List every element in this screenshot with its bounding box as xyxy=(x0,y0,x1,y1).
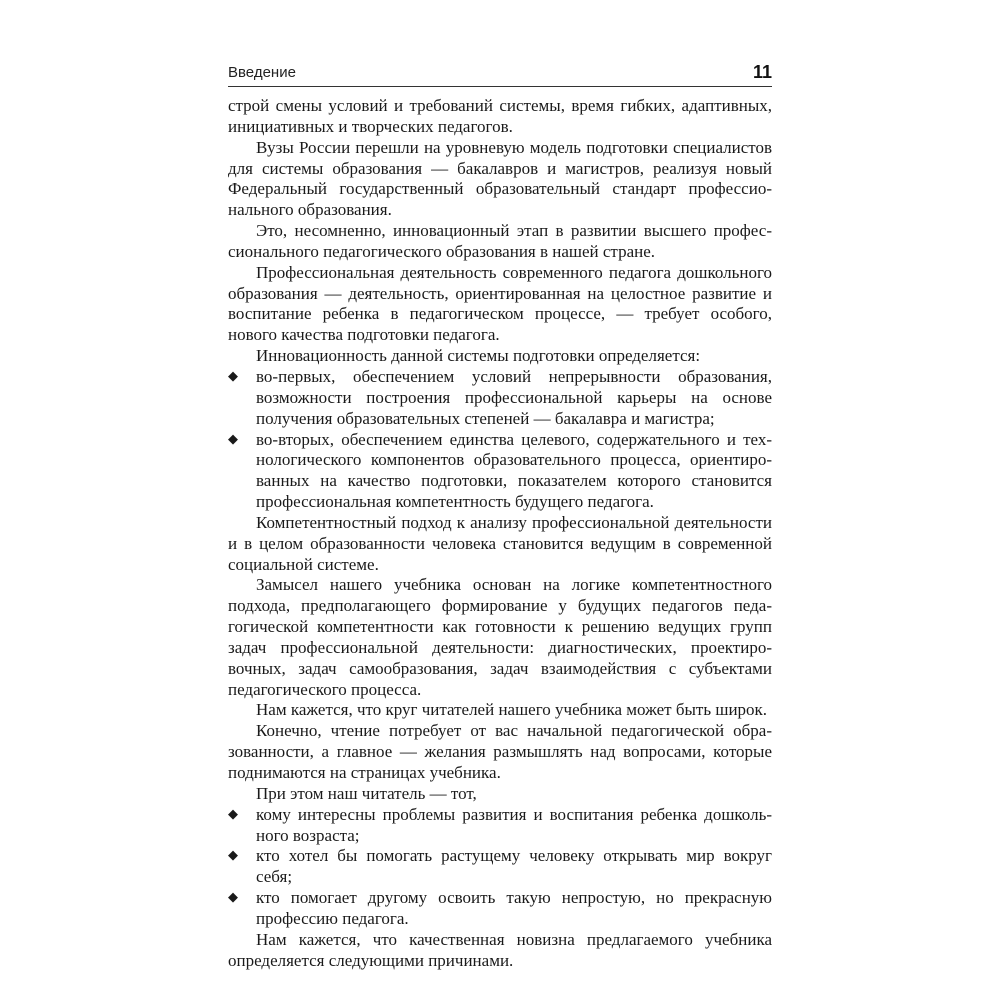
list-item xyxy=(228,846,772,888)
paragraph: Это, несомненно, инновационный этап в развитии высшего профессионального педагогического образования в нашей стране. xyxy=(228,221,772,261)
bullet-list xyxy=(228,805,772,930)
paragraph: Компетентностный подход к анализу профессиональной деятельности и в целом образованности человека становится ведущим в современной социальной системе. xyxy=(228,512,772,574)
paragraph: Нам кажется, что качественная новизна предлагаемого учебника определяется следующими причинами. xyxy=(228,929,772,970)
paragraph: Вузы России перешли на уровневую модель подготовки специалистов для системы образования — бакалавров и магистров, реализуя новый Федеральный государственный образовательный стандарт профессионального образования. xyxy=(228,137,772,220)
paragraph: строй смены условий и требований системы, время гибких, адаптивных, инициативных и творческих педагогов. xyxy=(228,96,772,136)
page-body xyxy=(228,96,772,971)
diamond-bullet-icon: ◆ xyxy=(228,848,238,864)
paragraph: Инновационность данной системы подготовки определяется: xyxy=(256,346,701,366)
paragraph: При этом наш читатель — тот, xyxy=(256,783,477,803)
paragraph: Нам кажется, что круг читателей нашего учебника может быть широк. xyxy=(256,700,768,720)
list-item xyxy=(228,367,772,430)
list-item xyxy=(228,888,772,930)
bullet-list xyxy=(228,367,772,513)
diamond-bullet-icon: ◆ xyxy=(228,806,238,822)
paragraph: Замысел нашего учебника основан на логике компетентностного подхода, предполагающего формирование у будущих педагогов педагогической компетентности как готовности к решению ведущих групп задач профессиональной деятельности: диагностических, проектировочных, задач самообразования, задач взаимодействия с субъектами педагогического процесса. xyxy=(228,575,772,699)
running-header-title: Введение xyxy=(228,64,296,81)
list-item-text: во-вторых, обеспечением единства целевого, содержательного и технологического компонентов образовательного процесса, ориентированных на качество подготовки, показателем которого становится профессиональная компетентность будущего педагога. xyxy=(256,429,772,512)
header-rule xyxy=(228,86,772,87)
diamond-bullet-icon: ◆ xyxy=(228,368,238,384)
list-item-text: во-первых, обеспечением условий непрерывности образования, возможности построения профессиональной карьеры на основе получения образовательных степеней — бакалавра и магистра; xyxy=(256,366,772,428)
paragraph: Конечно, чтение потребует от вас начальной педагогической образованности, а главное — желания размышлять над вопросами, которые поднимаются на страницах учебника. xyxy=(228,721,772,782)
diamond-bullet-icon: ◆ xyxy=(228,890,238,906)
list-item-text: кто помогает другому освоить такую непростую, но прекрасную профессию педагога. xyxy=(256,888,772,928)
diamond-bullet-icon: ◆ xyxy=(228,431,238,447)
running-header xyxy=(228,63,772,85)
paragraph: Профессиональная деятельность современного педагога дошкольного образования — деятельность, ориентированная на целостное развитие и воспитание ребенка в педагогическом процессе, — требует особого, нового качества подготовки педагога. xyxy=(228,262,772,345)
list-item xyxy=(228,805,772,847)
page-number: 11 xyxy=(752,62,772,82)
list-item-text: кому интересны проблемы развития и воспитания ребенка дошкольного возраста; xyxy=(256,804,772,845)
list-item xyxy=(228,430,772,513)
list-item-text: кто хотел бы помогать растущему человеку открывать мир вокруг себя; xyxy=(256,846,772,887)
